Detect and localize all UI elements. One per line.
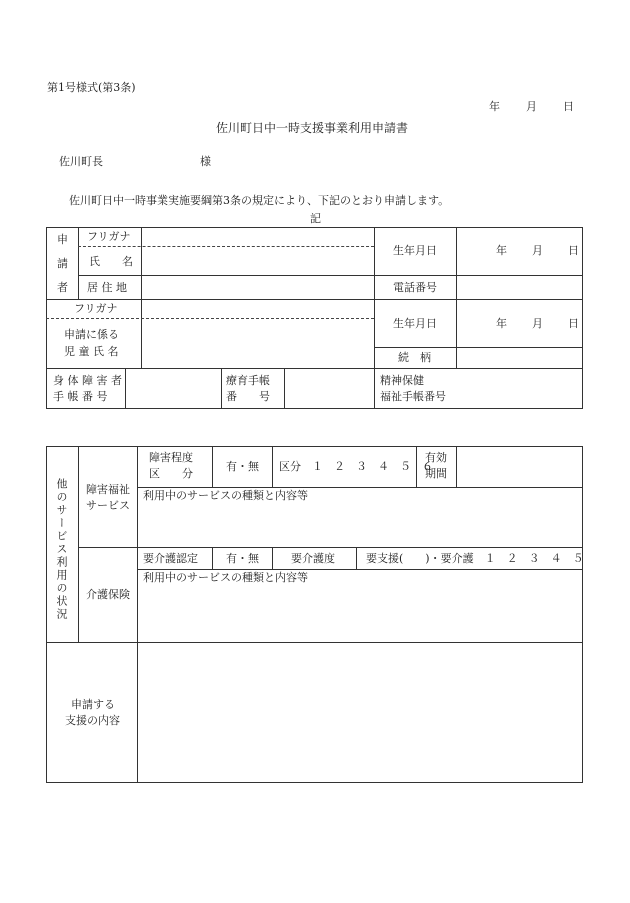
applicant-phone-label: 電話番号 [393, 281, 437, 294]
form-number: 第1号様式(第3条) [47, 81, 136, 94]
welfare-label-2: サービス [86, 499, 130, 512]
applicant-name-field[interactable] [142, 247, 373, 274]
applicant-address-label: 居 住 地 [87, 281, 127, 294]
mental-handbook-label-2: 福祉手帳番号 [380, 390, 446, 403]
child-birth-day: 日 [568, 317, 579, 330]
addressee: 佐川町長 [59, 155, 103, 168]
care-level-options[interactable]: 要支援( )・要介護 １ ２ ３ ４ ５ [366, 552, 584, 565]
applicant-furigana-label: フリガナ [87, 230, 131, 243]
ki-label: 記 [310, 212, 321, 225]
child-name-field[interactable] [142, 320, 373, 367]
valid-period-field[interactable] [457, 447, 582, 486]
welfare-yes-no[interactable]: 有・無 [226, 460, 259, 473]
welfare-label-1: 障害福祉 [86, 483, 130, 496]
ryoiku-handbook-label-2: 番 号 [226, 390, 270, 403]
mental-handbook-field[interactable] [457, 369, 582, 408]
child-name-label-2: 児 童 氏 名 [64, 345, 119, 358]
support-label-2: 支援の内容 [65, 714, 120, 727]
care-insurance-label: 介護保険 [86, 588, 130, 601]
ryoiku-handbook-label-1: 療育手帳 [226, 374, 270, 387]
applicant-furigana-field[interactable] [142, 228, 373, 245]
date-month-label: 月 [526, 100, 537, 113]
applicant-label-1: 申 [57, 233, 68, 246]
welfare-details-label: 利用中のサービスの種類と内容等 [143, 489, 308, 502]
applicant-address-field[interactable] [142, 276, 373, 298]
child-relation-label: 続 柄 [398, 351, 431, 364]
support-label-1: 申請する [71, 698, 115, 711]
date-year-label: 年 [489, 100, 500, 113]
body-text: 佐川町日中一時事業実施要綱第3条の規定により、下記のとおり申請します。 [69, 194, 450, 207]
applicant-birth-month: 月 [532, 244, 543, 257]
page-title: 佐川町日中一時支援事業利用申請書 [216, 121, 409, 135]
honorific: 様 [200, 155, 211, 168]
support-content-field[interactable] [138, 643, 582, 782]
child-furigana-label: フリガナ [74, 302, 118, 315]
disability-degree-label-2: 区 分 [149, 467, 193, 480]
care-details-label: 利用中のサービスの種類と内容等 [143, 571, 308, 584]
applicant-birth-day: 日 [568, 244, 579, 257]
care-cert-label: 要介護認定 [143, 552, 198, 565]
physical-handbook-label-2: 手 帳 番 号 [53, 390, 108, 403]
applicant-label-2: 請 [57, 257, 68, 270]
applicant-birth-year: 年 [496, 244, 507, 257]
disability-degree-label-1: 障害程度 [149, 451, 193, 464]
ryoiku-handbook-field[interactable] [285, 369, 373, 408]
date-day-label: 日 [563, 100, 574, 113]
child-birth-label: 生年月日 [393, 317, 437, 330]
applicant-name-label: 氏 名 [89, 255, 133, 268]
child-furigana-field[interactable] [142, 300, 373, 317]
applicant-birth-label: 生年月日 [393, 244, 437, 257]
child-birth-year: 年 [496, 317, 507, 330]
child-relation-field[interactable] [457, 348, 582, 367]
valid-period-label-2: 期間 [425, 467, 447, 480]
applicant-phone-field[interactable] [457, 276, 582, 298]
physical-handbook-label-1: 身 体 障 害 者 [53, 374, 122, 387]
valid-period-label-1: 有効 [425, 451, 447, 464]
child-birth-month: 月 [532, 317, 543, 330]
physical-handbook-field[interactable] [126, 369, 220, 408]
care-yes-no[interactable]: 有・無 [226, 552, 259, 565]
mental-handbook-label-1: 精神保健 [380, 374, 424, 387]
care-details-field[interactable] [138, 585, 582, 641]
applicant-label-3: 者 [57, 281, 68, 294]
welfare-category-options[interactable]: 区分 １ ２ ３ ４ ５ ６ [279, 460, 433, 473]
care-level-label: 要介護度 [291, 552, 335, 565]
other-services-label: 他のサービス利用の状況 [55, 478, 68, 621]
welfare-details-field[interactable] [138, 503, 582, 546]
child-name-label-1: 申請に係る [64, 328, 119, 341]
